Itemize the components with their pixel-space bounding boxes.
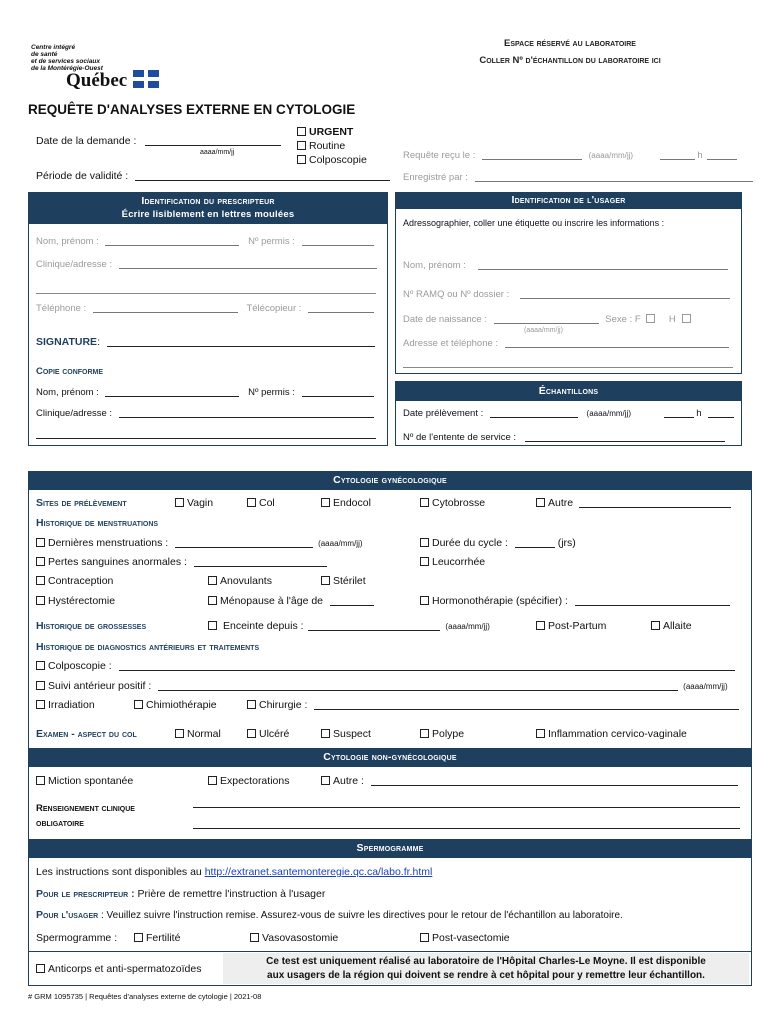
checkbox-icon[interactable] [36,596,45,605]
gyneco-header: Cytologie gynécologique [28,471,752,490]
menopause-row[interactable] [208,595,374,607]
patient-instructions: Adressographier, coller une étiquette ou inscrire les informations : [403,218,665,228]
hour-separator: h [696,408,702,419]
checkbox-icon[interactable] [134,933,143,942]
received-label: Requête reçu le : [403,150,476,161]
received-hour-field[interactable] [660,159,695,160]
menses-title: Historique de menstruations [36,517,159,529]
logo-wordmark: Québec [66,70,128,91]
last-menses-row[interactable] [36,537,363,549]
prescriber-header [28,192,388,224]
patient-address-field-2[interactable] [403,367,733,368]
checkbox-icon[interactable] [321,776,330,785]
checkbox-icon[interactable] [175,729,184,738]
cycle-field[interactable] [515,547,555,548]
signature-field[interactable] [107,346,375,347]
organization-name [31,44,103,72]
hysterectomy-label: Hystérectomie [48,595,116,607]
patient-name-label: Nom, prénom : [403,260,466,271]
prescriber-fax-field[interactable] [308,312,374,313]
note-line1: Ce test est uniquement réalisé au laboratoire de l'Hôpital Charles-Le Moyne. Il est disponible [266,956,706,967]
colposcopy-label: Colposcopie : [48,660,112,672]
menopause-label: Ménopause à l'âge de [220,595,324,607]
signature-row: SIGNATURE: [36,336,375,348]
exam-normal[interactable] [175,728,221,740]
prescriber-clinic-row [36,259,377,270]
copy-clinic-label: Clinique/adresse : [36,408,113,419]
irradiation-row[interactable] [36,699,95,711]
checkbox-icon[interactable] [247,729,256,738]
priority-options [297,125,367,167]
surgery-label: Chirurgie : [259,699,308,711]
registered-label: Enregistré par : [403,172,468,183]
breastfeeding-label: Allaite [663,620,692,632]
checkbox-icon[interactable] [651,621,660,630]
lab-reserved-header [420,38,720,66]
postpartum-label: Post-Partum [548,620,607,632]
menopause-age-field[interactable] [330,605,374,606]
priority-urgent[interactable] [297,125,367,139]
followup-label: Suivi antérieur positif : [48,680,152,692]
lab-reserved-line2: Coller Nº d'échantillon du laboratoire ici [479,55,661,66]
patient-instruction-text: : Veuillez suivre l'instruction remise. Assurez-vous de suivre les directives pour le retour de l'échantillon au laboratoire. [100,910,623,921]
pregnant-row[interactable] [208,620,490,632]
site-endocol[interactable] [321,497,371,509]
instructions-text: Les instructions sont disponibles au [36,866,202,878]
divider [28,951,752,952]
priority-label: Colposcopie [309,154,367,166]
prescriber-phone-field[interactable] [93,312,238,313]
patient-ramq-field[interactable] [520,298,730,299]
prescriber-clinic-field[interactable] [119,268,377,269]
leucorrhea-label: Leucorrhée [432,556,486,568]
prescriber-name-label: Nom, prénom : [36,236,99,247]
site-col[interactable] [247,497,275,509]
type-post-vasectomy[interactable] [420,932,510,944]
request-date-format: aaaa/mm/jj [200,149,235,156]
checkbox-icon[interactable] [36,964,45,973]
patient-name-field[interactable] [478,269,728,270]
lab-reserved-line1: Espace réservé au laboratoire [504,38,636,49]
checkbox-icon[interactable] [208,576,217,585]
colposcopy-field[interactable] [119,670,735,671]
miction-row[interactable] [36,775,133,787]
note-line2: aux usagers de la région qui doivent se rendre à cet hôpital pour y remettre leur échantillon. [267,970,705,981]
surgery-row[interactable] [247,699,739,711]
site-label: Cytobrosse [432,497,486,509]
copy-permit-label: Nº permis : [248,387,295,398]
hour-separator: h [697,150,703,161]
non-gyneco-option-label: Expectorations [220,775,290,787]
quebec-logo [66,70,159,92]
copy-name-row [36,387,374,398]
request-date-label: Date de la demande : [36,135,137,147]
checkbox-icon[interactable] [420,729,429,738]
instructions-link[interactable]: http://extranet.santemonteregie.qc.ca/labo.fr.html [204,866,433,878]
breastfeeding-row[interactable] [651,620,692,632]
antibodies-label: Anticorps et anti-spermatozoïdes [48,963,202,975]
clinical-info-line2: obligatoire [36,818,84,829]
validity-label: Période de validité : [36,170,129,182]
checkbox-icon[interactable] [250,933,259,942]
anovulants-row[interactable] [208,575,272,587]
chemo-label: Chimiothérapie [146,699,217,711]
exam-option-label: Ulcéré [259,728,290,740]
checkbox-icon[interactable] [36,661,45,670]
quebec-flag-icon [133,70,159,88]
clinical-info-label [36,801,135,831]
antibodies-row[interactable] [36,963,202,975]
prescriber-permit-field[interactable] [302,245,374,246]
clinical-info-line1: Renseignement clinique [36,803,135,814]
copy-name-label: Nom, prénom : [36,387,99,398]
checkbox-icon[interactable] [536,498,545,507]
checkbox-icon[interactable] [36,681,45,690]
prescriber-title: Identification du prescripteur [141,195,275,207]
priority-colposcopy[interactable] [297,153,367,167]
checkbox-icon[interactable] [297,127,306,136]
copy-permit-field[interactable] [302,396,374,397]
site-label: Autre [548,497,574,509]
contraception-label: Contraception [48,575,114,587]
checkbox-icon[interactable] [297,155,306,164]
spermogram-type-label: Spermogramme : [36,932,118,944]
checkbox-icon[interactable] [420,596,429,605]
pregnant-label: Enceinte depuis : [223,620,304,632]
followup-row[interactable] [36,680,728,692]
patient-instruction-label: Pour l'usager [36,909,99,921]
exam-row [36,728,137,740]
prescriber-phone-row [36,303,374,314]
date-format: (aaaa/mm/jj) [683,682,728,691]
bleeding-label: Pertes sanguines anormales : [48,556,187,568]
followup-field[interactable] [158,690,678,691]
checkbox-icon[interactable] [208,621,217,630]
checkbox-icon[interactable] [321,729,330,738]
sites-label: Sites de prélèvement [36,497,127,509]
cycle-row[interactable] [420,537,576,549]
contraception-row[interactable] [36,575,113,587]
sterile-label: Stérilet [333,575,366,587]
cycle-label: Durée du cycle : [432,537,508,549]
postpartum-row[interactable] [536,620,606,632]
logo-line: de la Montérégie-Ouest [31,65,103,72]
colposcopy-row[interactable] [36,660,735,672]
sample-hour-field[interactable] [664,417,694,418]
prescriber-name-field[interactable] [105,245,239,246]
hormone-label: Hormonothérapie (spécifier) : [432,595,568,607]
samples-header: Échantillons [395,381,742,401]
expectorations-row[interactable] [208,775,289,787]
exam-option-label: Normal [187,728,221,740]
received-format: (aaaa/mm/jj) [588,151,634,160]
prescriber-name-row [36,236,374,247]
priority-label: Routine [309,140,346,152]
copy-title: Copie conforme [36,366,104,377]
non-gyneco-other-field[interactable] [371,785,738,786]
copy-clinic-row [36,408,374,419]
signature-label: SIGNATURE [36,336,98,348]
prescriber-instruction-text: Prière de remettre l'instruction à l'usager [137,888,326,900]
registered-row [403,172,753,183]
sample-date-field[interactable] [490,417,578,418]
checkbox-icon[interactable] [297,141,306,150]
prescriber-instruction-row [36,888,325,900]
logo-line: Centre intégré [31,44,76,51]
checkbox-icon[interactable] [175,498,184,507]
sample-date-label: Date prélèvement : [403,408,484,419]
priority-label: URGENT [309,126,354,138]
spermogram-type-option: Fertilité [146,932,181,944]
patient-ramq-label: Nº RAMQ ou Nº dossier : [403,289,510,300]
patient-dob-format: (aaaa/mm/jj) [524,327,563,334]
prescriber-clinic-field-2[interactable] [36,293,376,294]
checkbox-icon[interactable] [36,557,45,566]
validity-field[interactable] [135,180,390,181]
priority-routine[interactable] [297,139,367,153]
checkbox-icon[interactable] [420,557,429,566]
received-row [403,150,737,161]
patient-sex-h-label: H [668,314,676,325]
last-menses-field[interactable] [175,547,313,548]
prescriber-fax-label: Télécopieur : [246,303,302,314]
site-autre[interactable] [536,497,731,509]
type-fertility[interactable] [134,932,180,944]
checkbox-icon[interactable] [321,576,330,585]
anovulants-label: Anovulants [220,575,272,587]
checkbox-icon[interactable] [36,776,45,785]
patient-address-field[interactable] [505,347,729,348]
spermogram-note [223,953,749,984]
patient-address-label: Adresse et téléphone : [403,338,499,349]
surgery-field[interactable] [314,709,739,710]
type-vasovasostomy[interactable] [250,932,338,944]
checkbox-icon[interactable] [247,700,256,709]
site-vagin[interactable] [175,497,213,509]
checkbox-icon[interactable] [134,700,143,709]
patient-dob-label: Date de naissance : [403,314,487,325]
checkbox-icon[interactable] [420,933,429,942]
patient-sex-label: Sexe : F [605,314,641,325]
checkbox-icon[interactable] [208,776,217,785]
prescriber-instruction-label: Pour le prescripteur : [36,888,135,900]
footer: # GRM 1095735 | Requêtes d'analyses externe de cytologie | 2021-08 [28,992,262,1001]
spermogram-type-option: Post-vasectomie [432,932,510,944]
agreement-label: Nº de l'entente de service : [403,432,517,443]
site-cytobrosse[interactable] [420,497,485,509]
pregnancy-title: Historique de grossesses [36,620,147,632]
patient-instruction-row [36,909,623,921]
non-gyneco-option-label: Autre : [333,775,364,787]
received-date-field[interactable] [482,159,582,160]
sample-date-row [403,408,734,419]
copy-name-field[interactable] [105,396,239,397]
prescriber-subtitle: Écrire lisiblement en lettres moulées [121,209,295,220]
sites-row [36,497,127,509]
agreement-field[interactable] [525,441,725,442]
site-other-field[interactable] [579,507,731,508]
site-label: Vagin [187,497,214,509]
patient-ramq-row [403,289,730,300]
instructions-row [36,866,432,878]
leucorrhea-row[interactable] [420,556,485,568]
checkbox-icon[interactable] [536,729,545,738]
request-date-row [36,135,281,147]
pregnancy-row [36,620,146,632]
non-gyneco-other-row[interactable] [321,775,738,787]
prescriber-clinic-label: Clinique/adresse : [36,259,113,270]
prescriber-phone-label: Téléphone : [36,303,87,314]
spermogram-header: Spermogramme [28,839,752,858]
exam-title: Examen - aspect du col [36,728,137,740]
prescriber-permit-label: Nº permis : [248,236,295,247]
checkbox-icon[interactable] [536,621,545,630]
exam-option-label: Inflammation cervico-vaginale [548,728,687,740]
non-gyneco-option-label: Miction spontanée [48,775,134,787]
sample-date-format: (aaaa/mm/jj) [586,409,631,418]
clinical-info-field-2[interactable] [193,828,740,829]
logo-line: et de services sociaux [31,58,101,65]
diag-title: Historique de diagnostics antérieurs et traitements [36,641,260,653]
cycle-unit: (jrs) [557,537,576,549]
patient-header: Identification de l'usager [395,192,742,209]
agreement-row [403,432,725,443]
checkbox-icon[interactable] [321,498,330,507]
date-format: (aaaa/mm/jj) [318,539,363,548]
spermogram-type-row [36,932,117,944]
registered-field[interactable] [475,181,753,182]
validity-row [36,170,390,182]
last-menses-label: Dernières menstruations : [48,537,169,549]
copy-clinic-field-2[interactable] [36,438,376,439]
date-format: (aaaa/mm/jj) [445,622,490,631]
chemo-row[interactable] [134,699,217,711]
exam-ulcere[interactable] [247,728,289,740]
site-label: Col [259,497,275,509]
sterile-row[interactable] [321,575,366,587]
sex-male-checkbox-icon[interactable] [682,314,691,323]
spermogram-type-option: Vasovasostomie [262,932,339,944]
pregnant-field[interactable] [308,630,440,631]
request-date-field[interactable] [145,145,281,146]
site-label: Endocol [333,497,371,509]
patient-dob-row [403,314,694,325]
checkbox-icon[interactable] [420,498,429,507]
clinical-info-field-1[interactable] [193,807,740,808]
checkbox-icon[interactable] [208,596,217,605]
patient-address-row [403,338,729,349]
patient-dob-field[interactable] [494,323,599,324]
hormone-field[interactable] [575,605,730,606]
exam-polype[interactable] [420,728,464,740]
checkbox-icon[interactable] [420,538,429,547]
exam-option-label: Polype [432,728,465,740]
checkbox-icon[interactable] [36,576,45,585]
checkbox-icon[interactable] [36,538,45,547]
received-minute-field[interactable] [707,159,737,160]
bleeding-row[interactable] [36,556,327,568]
exam-suspect[interactable] [321,728,371,740]
hysterectomy-row[interactable] [36,595,115,607]
form-title: REQUÊTE D'ANALYSES EXTERNE EN CYTOLOGIE [28,102,356,117]
exam-inflammation[interactable] [536,728,687,740]
sex-female-checkbox-icon[interactable] [646,314,655,323]
logo-line: de santé [31,51,58,58]
patient-name-row [403,260,728,271]
exam-option-label: Suspect [333,728,371,740]
copy-clinic-field[interactable] [119,417,374,418]
bleeding-field[interactable] [194,566,327,567]
non-gyneco-header: Cytologie non-gynécologique [28,748,752,767]
checkbox-icon[interactable] [247,498,256,507]
sample-minute-field[interactable] [708,417,734,418]
irradiation-label: Irradiation [48,699,95,711]
checkbox-icon[interactable] [36,700,45,709]
hormone-row[interactable] [420,595,730,607]
